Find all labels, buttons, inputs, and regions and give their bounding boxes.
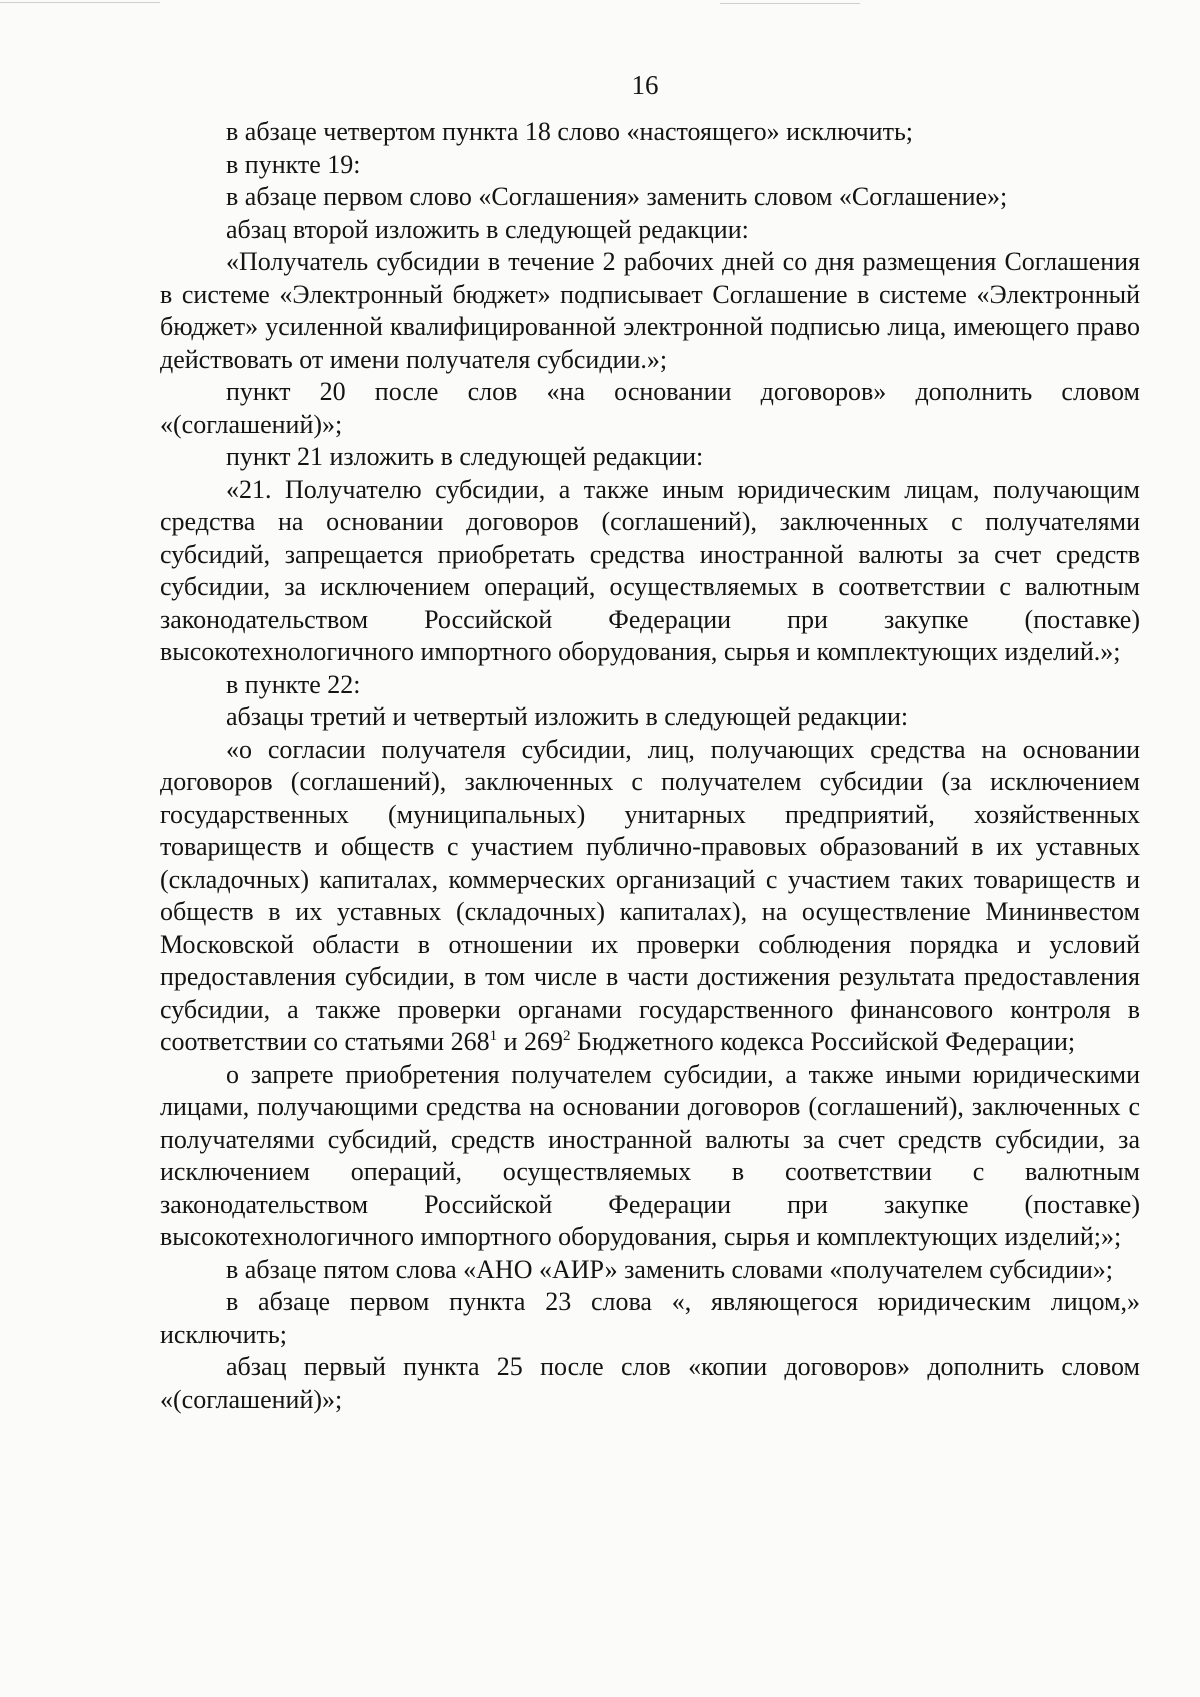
paragraph: в пункте 19: (226, 149, 361, 179)
consent-text: «о согласии получателя субсидии, лиц, получающих средства на основании договоров (соглашений), заключенных с получателем субсидии (за исключением государственных (муниципальных) унитарных предприятий, хозяйственных товариществ и обществ с участием публично-правовых образований в их уставных (складочных) капиталах, коммерческих организаций с участием таких товариществ и обществ в их уставных (складочных) капиталах), на осуществление Мининвестом Московской области в отношении их проверки соблюдения порядка и условий предоставления субсидии, в том числе в части достижения результата предоставления субсидии, а также проверки органами государственного финансового контроля в соответствии со статьями (160, 734, 1140, 1056)
article-269-superscript: 2 (563, 1028, 571, 1044)
article-268: 268 (450, 1027, 490, 1056)
paragraph: о запрете приобретения получателем субсидии, а также иными юридическими лицами, получающими средства на основании договоров (соглашений), заключенных с получателями субсидий, средств иностранной валюты за счет средств субсидии, за исключением операций, осуществляемых в соответствии с валютным законодательством Российской Федерации при закупке (поставке) высокотехнологичного импортного оборудования, сырья и комплектующих изделий;»; (160, 1059, 1140, 1251)
consent-text-end: Бюджетного кодекса Российской Федерации; (570, 1027, 1076, 1056)
paragraph: абзац второй изложить в следующей редакции: (226, 214, 749, 244)
paragraph: пункт 20 после слов «на основании договоров» дополнить словом «(соглашений)»; (160, 377, 1140, 439)
paragraph: в абзаце четвертом пункта 18 слово «настоящего» исключить; (226, 117, 914, 146)
scan-edge-mark (720, 3, 860, 4)
page-number: 16 (631, 70, 659, 100)
article-268-superscript: 1 (489, 1028, 498, 1044)
paragraph: абзацы третий и четвертый изложить в следующей редакции: (226, 702, 909, 731)
paragraph: в абзаце первом слово «Соглашения» заменить словом «Соглашение»; (226, 182, 1008, 211)
consent-paragraph (160, 734, 1140, 1059)
paragraph: «Получатель субсидии в течение 2 рабочих дней со дня размещения Соглашения в системе «Электронный бюджет» подписывает Соглашение в системе «Электронный бюджет» усиленной квалифицированной электронной подписью лица, имеющего право действовать от имени получателя субсидии.»; (160, 247, 1140, 374)
paragraph: в абзаце пятом слова «АНО «АИР» заменить словами «получателем субсидии»; (226, 1254, 1114, 1284)
paragraph: абзац первый пункта 25 после слов «копии договоров» дополнить словом «(соглашений)»; (160, 1352, 1140, 1414)
scan-edge-mark (0, 2, 160, 3)
paragraph: в абзаце первом пункта 23 слова «, являющегося юридическим лицом,» исключить; (160, 1287, 1140, 1349)
paragraph: в пункте 22: (226, 669, 361, 699)
document-body (160, 116, 1140, 1416)
paragraph: «21. Получателю субсидии, а также иным юридическим лицам, получающим средства на основании договоров (соглашений), заключенных с получателями субсидий, запрещается приобретать средства иностранной валюты за счет средств субсидии, за исключением операций, осуществляемых в соответствии с валютным законодательством Российской Федерации при закупке (поставке) высокотехнологичного импортного оборудования, сырья и комплектующих изделий.»; (160, 474, 1140, 666)
conjunction-text: и (497, 1027, 525, 1056)
article-269: 269 (524, 1027, 564, 1056)
paragraph: пункт 21 изложить в следующей редакции: (226, 442, 704, 471)
